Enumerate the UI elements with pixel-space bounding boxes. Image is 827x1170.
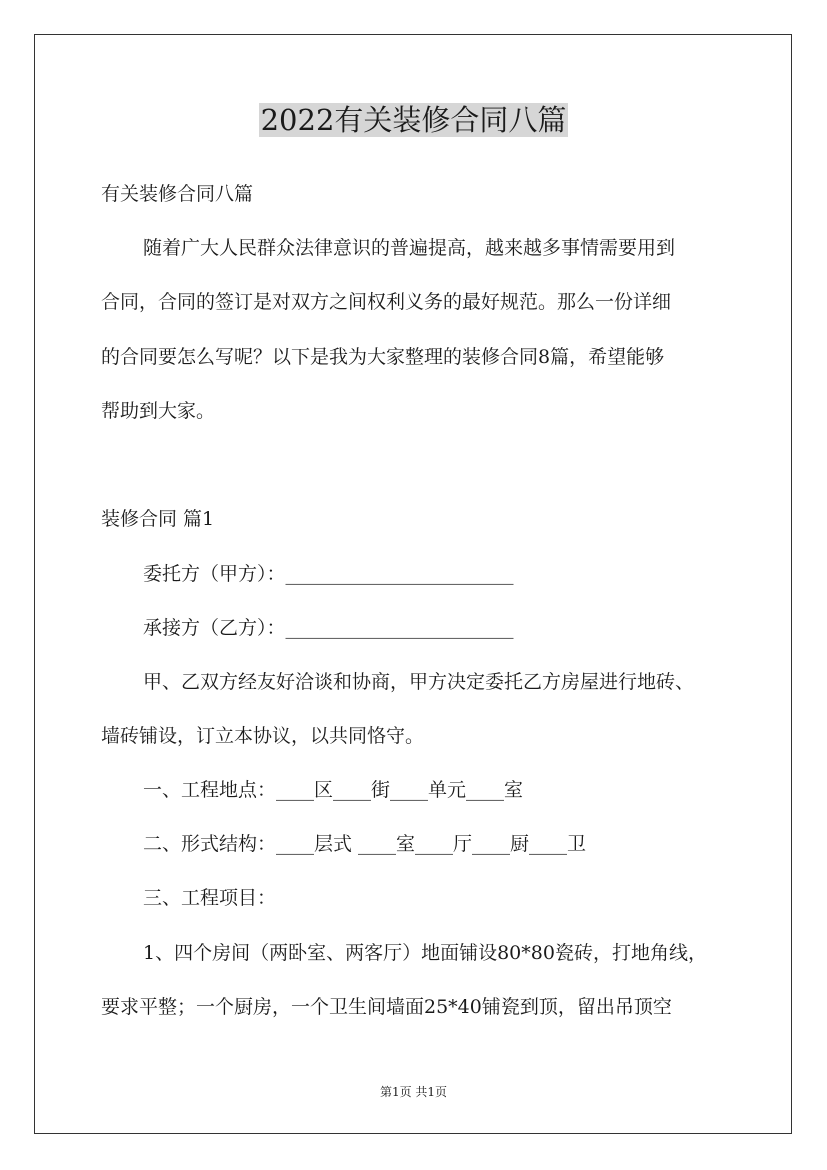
- clause-line: 一、工程地点：____区____街____单元____室: [143, 779, 524, 801]
- clause-line: 二、形式结构：____层式 ____室____厅____厨____卫: [143, 833, 587, 855]
- clause-line: 三、工程项目：: [143, 887, 277, 909]
- document-title: 2022有关装修合同八篇: [260, 103, 567, 137]
- page-footer: 第1页 共1页: [379, 1085, 448, 1099]
- paragraph-line: 合同，合同的签订是对双方之间权利义务的最好规范。那么一份详细: [101, 291, 672, 313]
- paragraph-line: 随着广大人民群众法律意识的普遍提高，越来越多事情需要用到: [143, 237, 676, 259]
- section-heading: 有关装修合同八篇: [101, 183, 254, 205]
- paragraph-line: 1、四个房间（两卧室、两客厅）地面铺设80*80瓷砖，打地角线，: [143, 942, 707, 964]
- paragraph-line: 甲、乙双方经友好洽谈和协商，甲方决定委托乙方房屋进行地砖、: [143, 671, 695, 693]
- paragraph-line: 要求平整；一个厨房，一个卫生间墙面25*40铺瓷到顶，留出吊顶空: [101, 996, 672, 1018]
- contractor-party-line: 承接方（乙方）：________________________: [143, 617, 514, 639]
- client-party-line: 委托方（甲方）：________________________: [143, 563, 514, 585]
- paragraph-line: 墙砖铺设，订立本协议，以共同恪守。: [101, 725, 425, 747]
- paragraph-line: 的合同要怎么写呢？以下是我为大家整理的装修合同8篇，希望能够: [101, 346, 665, 368]
- section-heading: 装修合同 篇1: [101, 508, 215, 530]
- paragraph-line: 帮助到大家。: [101, 400, 216, 422]
